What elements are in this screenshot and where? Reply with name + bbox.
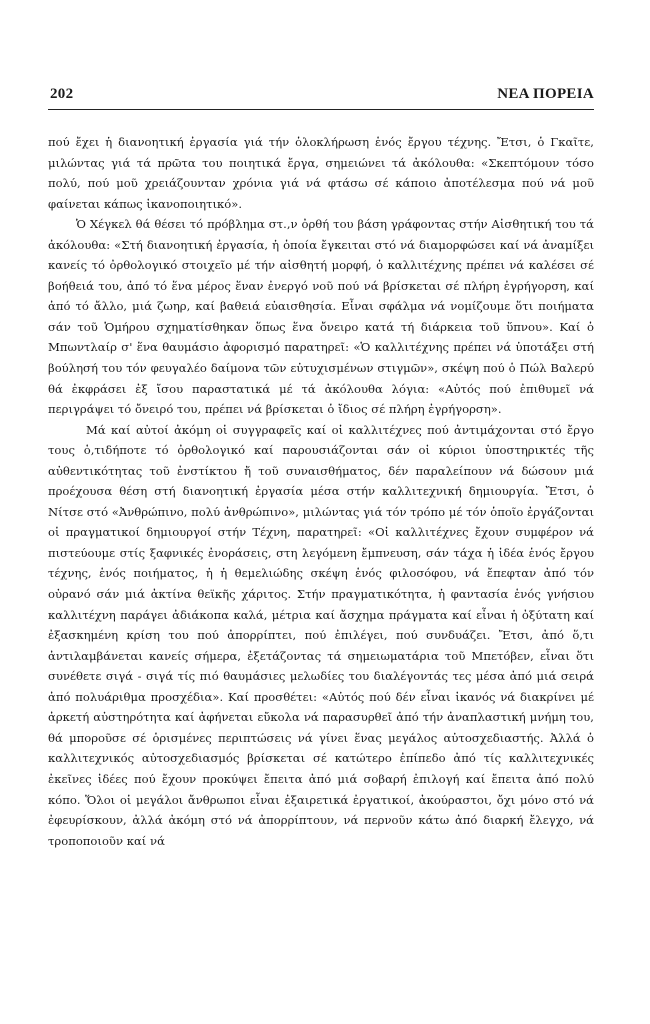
paragraph-nietzsche: Μά καί αὐτοί ἀκόμη οἱ συγγραφεῖς καί οἱ καλλιτέχνες πού ἀντιμάχονται στό ἔργο τους ὁ,τιδήποτε τό ὀρθολογικό καί παρουσιάζονται σάν οἱ κύριοι ὑποστηρικτές τῆς αὐθεντικότητας τοῦ ἐνστίκτου ἤ τοῦ συναισθήματος, δέν παραλείπουν νά δώσουν μιά προέχουσα θέση στή διανοητική ἐργασία μέσα στήν καλλιτεχνική δημιουργία. Ἔτσι, ὁ Νίτσε στό «Ἀνθρώπινο, πολύ ἀνθρώπινο», μιλώντας γιά τόν τρόπο μέ τόν ὁποῖο ἐργάζονται οἱ πραγματικοί δημιουργοί στήν Τέχνη, παρατηρεῖ: «Οἱ καλλιτέχνες ἔχουν συμφέρον νά πιστεύουμε στίς ξαφνικές ἐνοράσεις, στη λεγόμενη ἔμπνευση, σάν τάχα ἡ ἰδέα ἑνός ἔργου τέχνης, ἑνός ποιήματος, ἡ ἡ θεμελιώδης σκέψη ἑνός φιλοσόφου, νά ἔπεφταν ἀπό τόν οὐρανό σάν μιά ἀκτίνα θεϊκῆς χάριτος. Στήν πραγματικότητα, ἡ φαντασία ἑνός γνήσιου καλλιτέχνη παράγει ἀδιάκοπα καλά, μέτρια καί ἄσχημα πράγματα καί εἶναι ἡ ὀξύτατη καί ἐξασκημένη κρίση του πού ἀπορρίπτει, πού ἐπιλέγει, πού συνδυάζει. Ἔτσι, ἀπό ὅ,τι ἀντιλαμβάνεται κανείς σήμερα, ἐξετάζοντας τά σημειωματάρια τοῦ Μπετόβεν, εἶναι ὅτι συνέθετε σιγά - σιγά τίς πιό θαυμάσιες μελωδίες του διαλέγοντάς τες μέσα ἀπό μιά σειρά ἀπό πολυάριθμα προσχέδια». Καί προσθέτει: «Αὐτός πού δέν εἶναι ἱκανός νά διακρίνει μέ ἀρκετή αὐστηρότητα καί ἀφήνεται εὔκολα νά παρασυρθεῖ ἀπό τήν ἀναπλαστική μνήμη του, θά μποροῦσε σέ ὁρισμένες περιπτώσεις νά γίνει ἕνας μεγάλος αὐτοσχεδιαστής. Ἀλλά ὁ καλλιτεχνικός αὐτοσχεδιασμός βρίσκεται σέ κατώτερο ἐπίπεδο ἀπό τίς καλλιτεχνικές ἐκεῖνες ἰδέες πού ἔχουν προκύψει ἔπειτα ἀπό μιά σοβαρή ἐπιλογή καί ἔπειτα ἀπό πολύ κόπο. Ὅλοι οἱ μεγάλοι ἄνθρωποι εἶναι ἐξαιρετικά ἐργατικοί, ἀκούραστοι, ὄχι μόνο στό νά ἐφευρίσκουν, ἀλλά ἀκόμη στό νά ἀπορρίπτουν, νά περνοῦν κάτω ἀπό διαρκή ἔλεγχο, νά τροποποιοῦν καί νά — [48, 422, 594, 848]
journal-title: ΝΕΑ ΠΟΡΕΙΑ — [497, 86, 594, 102]
paragraph-hegel: Ὁ Χέγκελ θά θέσει τό πρόβλημα στ.,ν ὀρθή του βάση γράφοντας στήν Αἰσθητική του τά ἀκόλουθα: «Στή διανοητική ἐργασία, ἡ ὁποία ἔγκειται στό νά διαμορφώσει καί νά ἀναμίξει κανείς τό ὀρθολογικό στοιχεῖο μέ τήν αἰσθητή μορφή, ὁ καλλιτέχνης πρέπει νά καλέσει σέ βοήθειά του, ἀπό τό ἕνα μέρος ἕναν ἐνεργό νοῦ πού νά βρίσκεται σέ πλήρη ἐγρήγορση, καί ἀπό τό ἄλλο, μιά ζωηρ, καί βαθειά εὐαισθησία. Εἶναι σφάλμα νά νομίζουμε ὅτι ποιήματα σάν τοῦ Ὁμήρου σχηματίσθηκαν ὅπως ἕνα ὄνειρο κατά τή διάρκεια τοῦ ὕπνου». Καί ὁ Μπωντλαίρ σ' ἕνα θαυμάσιο ἀφορισμό παρατηρεῖ: «Ὁ καλλιτέχνης πρέπει νά ὑποτάξει στή βούλησή του τόν φευγαλέο δαίμονα τῶν εὐτυχισμένων στιγμῶν», σκέψη πού ὁ Πώλ Βαλερύ θά ἐκφράσει ἐξ ἴσου παραστατικά μέ τά ἀκόλουθα λόγια: «Αὐτός πού ἐπιθυμεῖ νά περιγράψει τό ὄνειρό του, πρέπει νά βρίσκεται ὁ ἴδιος σέ πλήρη ἐγρήγορση». — [48, 217, 594, 417]
paragraph-continuation: πού ἔχει ἡ διανοητική ἐργασία γιά τήν ὁλοκλήρωση ἑνός ἔργου τέχνης. Ἔτσι, ὁ Γκαῖτε, μιλώντας γιά τά πρῶτα του ποιητικά ἔργα, σημειώνει τά ἀκόλουθα: «Σκεπτόμουν τόσο πολύ, πού μοῦ χρειάζουνταν χρόνια γιά νά φτάσω σέ κάποιο ἀποτέλεσμα πού νά μοῦ φαίνεται κάπως ἱκανοποιητικό». — [48, 135, 594, 211]
body-text — [48, 132, 594, 851]
page-header — [48, 86, 594, 110]
page-number: 202 — [50, 86, 74, 102]
